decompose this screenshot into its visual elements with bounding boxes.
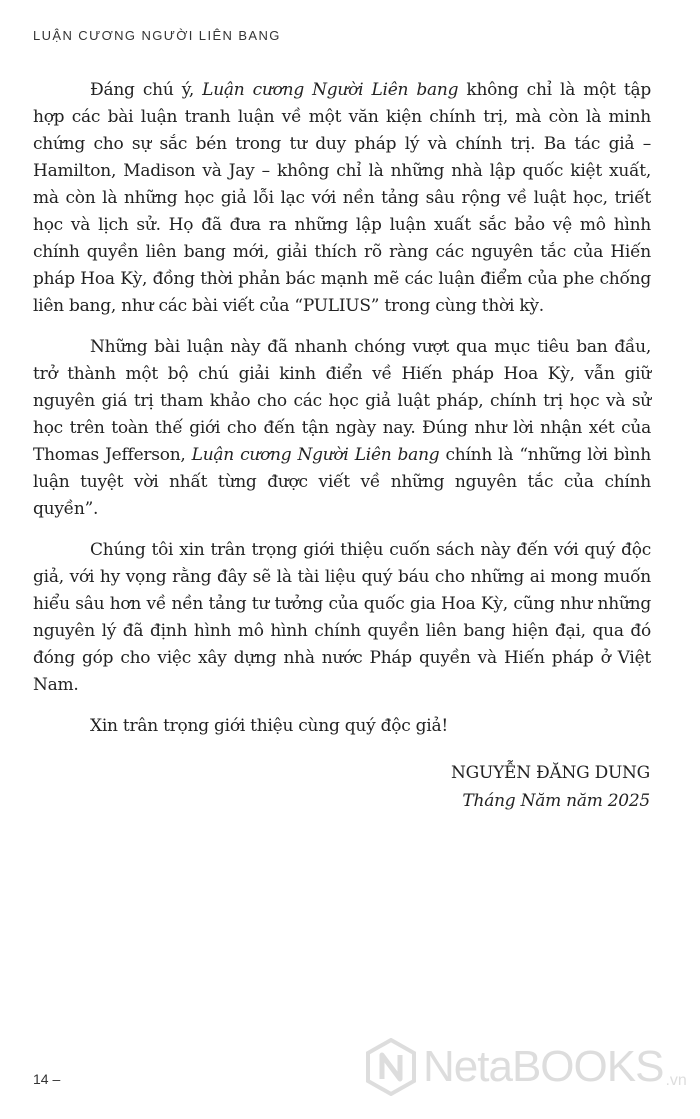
book-title-italic: Luận cương Người Liên bang bbox=[191, 445, 440, 465]
signature-block bbox=[33, 759, 651, 815]
netabooks-logo-icon bbox=[365, 1038, 417, 1096]
running-header bbox=[33, 28, 281, 43]
paragraph-1-part-b: không chỉ là một tập hợp các bài luận tranh luận về một văn kiện chính trị, mà còn là minh chứng cho sự sắc bén trong tư duy pháp lý và chính trị. Ba tác giả – Hamilton, Madison và Jay – không chỉ là những nhà lập quốc kiệt xuất, mà còn là những học giả lỗi lạc với nền tảng sâu rộng về luật học, triết học và lịch sử. Họ đã đưa ra những lập luận xuất sắc bảo vệ mô hình chính quyền liên bang mới, giải thích rõ ràng các nguyên tắc của Hiến pháp Hoa Kỳ, đồng thời phản bác mạnh mẽ các luận điểm của phe chống liên bang, như các bài viết của “PULIUS” trong cùng thời kỳ. bbox=[33, 80, 651, 316]
paragraph-2-part-b: chính là “những lời bình luận tuyệt vời nhất từng được viết về những nguyên tắc của chính quyền”. bbox=[33, 445, 651, 519]
paragraph-1-part-a: Đáng chú ý, bbox=[90, 80, 203, 100]
watermark-tld: .vn bbox=[665, 1072, 687, 1089]
paragraph-1 bbox=[33, 77, 651, 320]
paragraph-3: Chúng tôi xin trân trọng giới thiệu cuốn sách này đến với quý độc giả, với hy vọng rằng đây sẽ là tài liệu quý báu cho những ai mong muốn hiểu sâu hơn về nền tảng tư tưởng của quốc gia Hoa Kỳ, cũng như những nguyên lý đã định hình mô hình chính quyền liên bang hiện đại, qua đó đóng góp cho việc xây dựng nhà nước Pháp quyền và Hiến pháp ở Việt Nam. bbox=[33, 540, 651, 695]
watermark-logo-text: NetaBOOKS bbox=[423, 1042, 664, 1091]
book-title-italic: Luận cương Người Liên bang bbox=[202, 80, 459, 100]
page-body bbox=[33, 77, 651, 815]
paragraph-2-part-a: Những bài luận này đã nhanh chóng vượt qua mục tiêu ban đầu, trở thành một bộ chú giải kinh điển về Hiến pháp Hoa Kỳ, vẫn giữ nguyên giá trị tham khảo cho các học giả luật pháp, chính trị học và sử học trên toàn thế giới cho đến tận ngày nay. Đúng như lời nhận xét của Thomas Jefferson, bbox=[33, 337, 651, 465]
author-name: NGUYỄN ĐĂNG DUNG bbox=[451, 763, 650, 783]
signature-date: Tháng Năm năm 2025 bbox=[462, 791, 650, 811]
netabooks-watermark bbox=[365, 1038, 687, 1096]
running-title: LUẬN CƯƠNG NGƯỜI LIÊN BANG bbox=[33, 28, 281, 43]
closing-line: Xin trân trọng giới thiệu cùng quý độc giả! bbox=[90, 716, 448, 736]
page-number: 14 – bbox=[33, 1071, 61, 1087]
paragraph-2 bbox=[33, 334, 651, 523]
